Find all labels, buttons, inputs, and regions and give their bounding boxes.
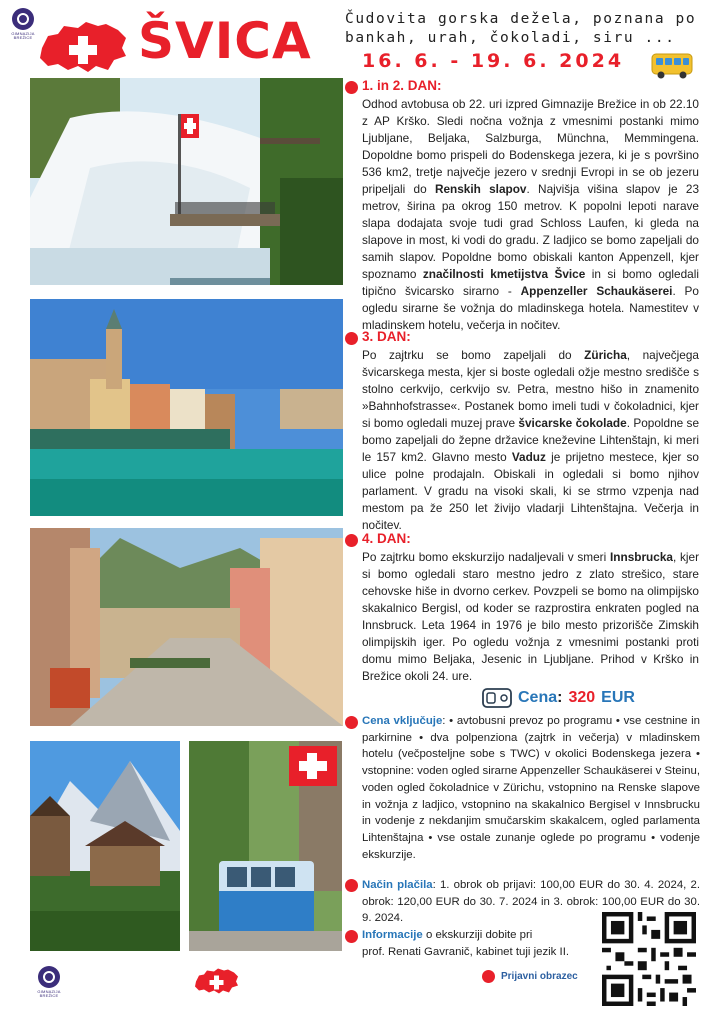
price-tag bbox=[482, 688, 635, 708]
price-includes-label: Cena vključuje bbox=[362, 715, 443, 727]
section-bullet bbox=[345, 81, 358, 94]
day-4-text: Po zajtrku bomo ekskurzijo nadaljevali v smeri Innsbrucka, kjer si bomo ogledali staro mestno jedro z zlato strešico, stare cehovske hiše in dvorno cerkev. Povzpeli se bomo na olimpijsko skakalnico Bergisl, od koder se razprostira enkraten pogled na Innsbruck. Leta 1964 in 1976 je bilo mesto prizorišče Zimskih olimpijskih iger. Po ogledu vožnja z vmesnimi postanki proti domu mimo Beljaka, Jesenic in Ljubljane. Prihod v Krško in Brežice okoli 24. ure. bbox=[362, 550, 699, 683]
price-currency: EUR bbox=[601, 689, 635, 706]
price-includes-text: Cena vključuje: • avtobusni prevoz po programu • vse cestnine in parkirnine • dva polpenziona (zajtrk in večerja) v mladinskem hotelu (večposteljne sobe s TWC) v okolici Bodenskega jezera • vstopnine: voden ogled sirarne Appenzeller Schaukäserei v Steinu, voden ogled čokoladnice v Zürichu, vstopnino na Renske slapove in vožnja z ladjico, vstopnino na skakalnico Bergisel v Innsbrucku in vodenje z nekdanjim smučarskim skakalcem, ogled parlamenta Lihtenštajna • vse ostale zunanje oglede po programu • vodenje ekskurzije. bbox=[362, 715, 700, 861]
innsbruck-street-photo bbox=[30, 528, 343, 726]
school-logo-caption: GIMNAZIJA BREŽICE bbox=[11, 31, 35, 40]
section-bullet bbox=[345, 879, 358, 892]
section-bullet bbox=[345, 332, 358, 345]
price-label: Cena bbox=[518, 689, 558, 706]
payment-text: Način plačila: 1. obrok ob prijavi: 100,00 EUR do 30. 4. 2024, 2. obrok: 120,00 EUR do 30. 7. 2024 in 3. obrok: 100,00 EUR do 30. 9. 2024. bbox=[362, 879, 701, 925]
section-bullet bbox=[345, 534, 358, 547]
qr-code[interactable] bbox=[602, 912, 696, 1006]
apply-bullet bbox=[482, 970, 495, 983]
day-3-heading: 3. DAN: bbox=[362, 329, 411, 344]
rhine-falls-photo bbox=[30, 78, 343, 285]
price-amount: 320 bbox=[568, 689, 596, 706]
information-text: Informacije o ekskurziji dobite pri prof. Renati Gavranič, kabinet tuji jezik II. bbox=[362, 929, 570, 958]
day-1-2-text: Odhod avtobusa ob 22. uri izpred Gimnazije Brežice in ob 22.10 z AP Krško. Sledi nočna vožnja z vmesnimi postanki mimo Ljubljane, Beljaka, Salzburga, Münchna, Memmingena. Dopoldne bomo prispeli do Bodenskega jezera, ki je s površino 536 km2, tretje največje jezero v srednji Evropi in se ob jezeru pripeljali do Renskih slapov. Najvišja višina slapov je 23 metrov, širina pa okrog 150 metrov. K popolni lepoti narave slapa dodajata svoje tudi grad Schloss Laufen, ki gleda na slapove in most, ki vodi do gradu. Z ladjico se bomo zapeljali do samih slapov. Popoldne bomo obiskali kanton Appenzell, kjer spoznamo značilnosti kmetijstva Švice in si bomo ogledali tipično švicarsko sirarno - Appenzeller Schaukäserei. Po ogledu sirarne še vožnja do mladinskega hotela. Namestitev v mladinskem hotelu, večerja in nočitev. bbox=[362, 97, 700, 332]
page-title: ŠVICA bbox=[138, 12, 312, 70]
school-logo-footer-caption: GIMNAZIJA BREŽICE bbox=[37, 989, 61, 998]
day-1-2-heading: 1. in 2. DAN: bbox=[362, 78, 442, 93]
trip-dates: 16. 6. - 19. 6. 2024 bbox=[362, 50, 625, 72]
zurich-river-photo bbox=[30, 299, 343, 516]
apply-form-label: Prijavni obrazec bbox=[501, 971, 578, 982]
alpine-village-photo bbox=[30, 741, 180, 951]
price-colon: : bbox=[557, 689, 563, 706]
payment-label: Način plačila bbox=[362, 879, 433, 891]
apply-form-link[interactable] bbox=[482, 970, 578, 983]
section-bullet bbox=[345, 716, 358, 729]
zurich-tram-photo bbox=[189, 741, 342, 951]
day-4-heading: 4. DAN: bbox=[362, 531, 411, 546]
swiss-map-footer-icon bbox=[192, 966, 240, 996]
swiss-map-icon bbox=[34, 18, 130, 76]
school-logo-footer-icon bbox=[38, 966, 60, 988]
ticket-icon bbox=[482, 688, 512, 708]
day-3-text: Po zajtrku se bomo zapeljali do Züricha, največjega švicarskega mesta, kjer si boste ogledali ožje mestno središče s stolno cerkvijo, cerkvijo sv. Petra, mestno hišo in znamenito »Bahnhofstrasse«. Postanek bomo imeli tudi v čokoladnici, kjer si bomo ogledali muzej prave švicarske čokolade. Popoldne se bomo zapeljali do žepne državice kneževine Lihtenštajn, ki meri le 157 km2. Glavno mesto Vaduz je prijetno mestece, kjer so ulice polne prodajaln. Obiskali in ogledali si bomo njihov parlament. V gradu na visoki skali, ki se strmo vzpenja nad mestom pa že 250 let živijo vladarji Lihtenštajna. Večerja in nočitev. bbox=[362, 348, 700, 532]
bus-icon bbox=[650, 52, 694, 80]
tagline: Čudovita gorska dežela, poznana po bankah, urah, čokoladi, siru ... bbox=[345, 11, 697, 46]
information-label: Informacije bbox=[362, 929, 423, 941]
section-bullet bbox=[345, 930, 358, 943]
school-logo-icon bbox=[12, 8, 34, 30]
